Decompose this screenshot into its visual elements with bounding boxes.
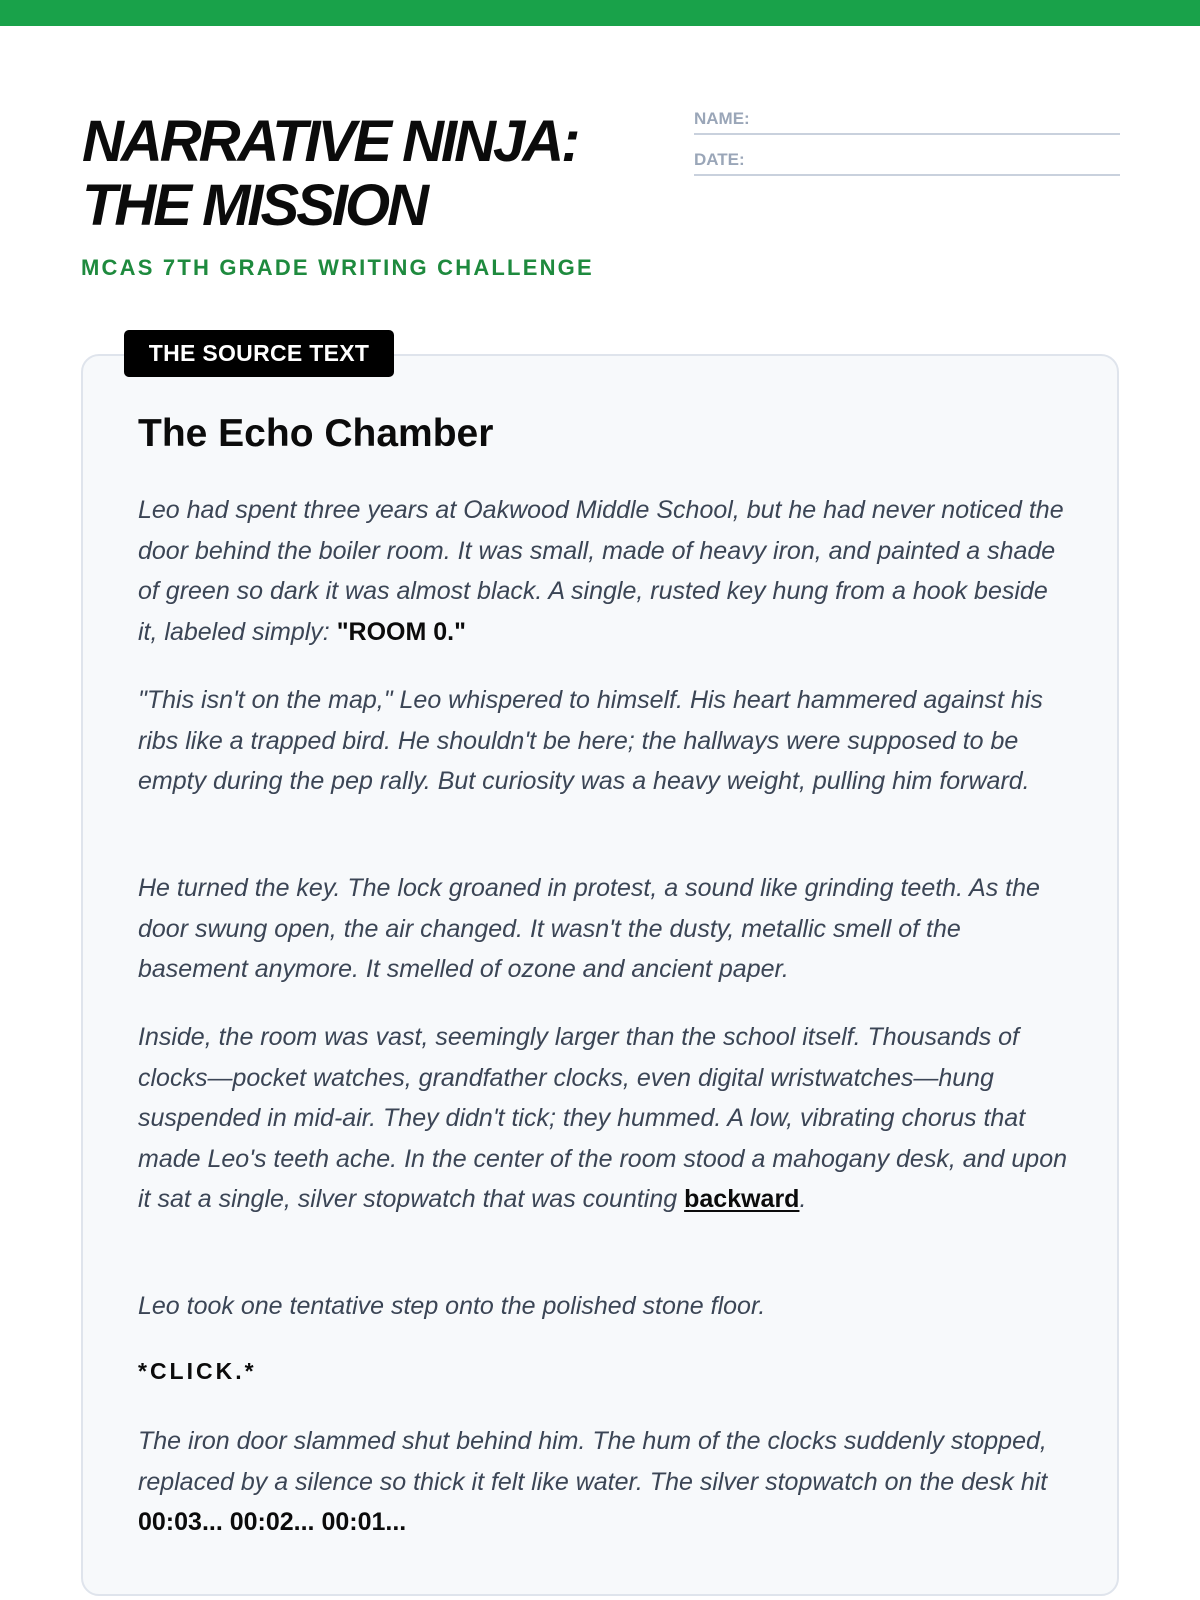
page-title-line-2: THE MISSION: [82, 173, 427, 238]
page-subtitle: MCAS 7TH GRADE WRITING CHALLENGE: [81, 255, 594, 280]
story-paragraph-1: [138, 490, 1068, 652]
name-field[interactable]: [694, 108, 1120, 135]
story-paragraph-4-text: Inside, the room was vast, seemingly larger than the school itself. Thousands of clocks—pocket watches, grandfather clocks, even digital wristwatches—hung suspended in mid-air. They didn't tick; they hummed. A low, vibrating chorus that made Leo's teeth ache. In the center of the room stood a mahogany desk, and upon it sat a single, silver stopwatch that was counting: [138, 1023, 1068, 1213]
date-label: DATE:: [694, 150, 745, 169]
story-paragraph-1-text: Leo had spent three years at Oakwood Middle School, but he had never noticed the door behind the boiler room. It was small, made of heavy iron, and painted a shade of green so dark it was almost black. A single, rusted key hung from a hook beside it, labeled simply:: [138, 496, 1064, 646]
top-accent-bar: [0, 0, 1200, 26]
story-paragraph-4-end: .: [799, 1185, 807, 1213]
click-sound-line: *CLICK.*: [138, 1358, 257, 1384]
page-title-line-1: NARRATIVE NINJA:: [82, 109, 578, 174]
story-paragraph-2: "This isn't on the map," Leo whispered to himself. His heart hammered against his ribs like a trapped bird. He shouldn't be here; the hallways were supposed to be empty during the pep rally. But curiosity was a heavy weight, pulling him forward.: [138, 686, 1043, 795]
date-field[interactable]: [694, 149, 1120, 176]
story-paragraph-7: [138, 1421, 1068, 1543]
story-paragraph-5: Leo took one tentative step onto the polished stone floor.: [138, 1292, 766, 1320]
story-paragraph-4: [138, 1017, 1068, 1220]
story-paragraph-7-text: The iron door slammed shut behind him. The hum of the clocks suddenly stopped, replaced by a silence so thick it felt like water. The silver stopwatch on the desk hit: [138, 1427, 1048, 1496]
countdown-emphasis: 00:03... 00:02... 00:01...: [138, 1508, 407, 1536]
story-title: The Echo Chamber: [138, 412, 494, 455]
page-title: [82, 110, 682, 238]
name-label: NAME:: [694, 109, 750, 128]
story-paragraph-3: He turned the key. The lock groaned in protest, a sound like grinding teeth. As the door swung open, the air changed. It wasn't the dusty, metallic smell of the basement anymore. It smelled of ozone and ancient paper.: [138, 874, 1040, 983]
room-label-emphasis: "ROOM 0.": [336, 617, 466, 646]
source-text-tab: THE SOURCE TEXT: [124, 330, 394, 377]
backward-emphasis: backward: [684, 1185, 800, 1213]
